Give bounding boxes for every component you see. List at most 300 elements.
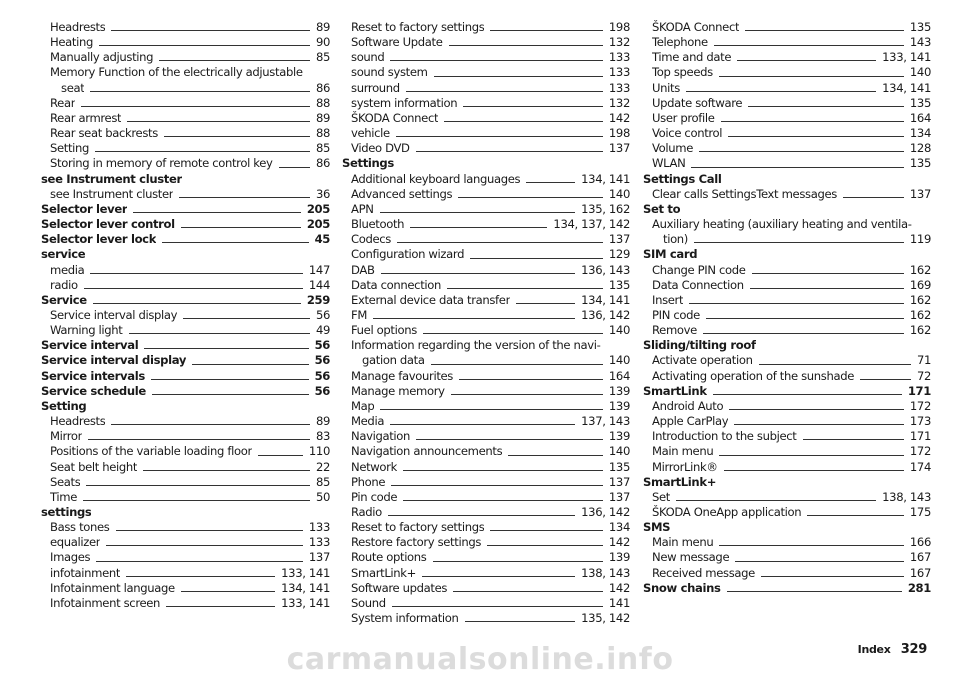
entry-text: Main menu [652, 444, 714, 459]
leader-line [689, 303, 904, 304]
entry-text: settings [41, 505, 92, 519]
entry-page-ref: 172 [909, 398, 931, 413]
entry-text: Configuration wizard [351, 247, 465, 262]
index-heading [41, 247, 330, 262]
entry-page-ref: 174 [909, 459, 931, 474]
index-heading [643, 202, 931, 217]
entry-text: Insert [652, 292, 684, 307]
index-entry [41, 414, 330, 429]
index-entry [342, 414, 630, 429]
index-entry [41, 126, 330, 141]
entry-page-ref: 136, 142 [581, 505, 630, 519]
index-entry [342, 96, 630, 111]
index-entry [342, 429, 630, 444]
entry-text: Service intervals [41, 368, 145, 383]
entry-text: Telephone [652, 35, 708, 50]
index-entry [643, 20, 931, 35]
index-heading [342, 156, 630, 171]
leader-line [458, 197, 603, 198]
leader-line [410, 227, 547, 228]
entry-page-ref: 56 [314, 368, 330, 383]
index-entry [342, 126, 630, 141]
entry-text: infotainment [50, 565, 121, 580]
entry-page-ref: 133 [608, 65, 630, 80]
entry-text: sound system [351, 65, 428, 80]
entry-text: Media [351, 414, 385, 429]
entry-page-ref: 134 [608, 520, 630, 535]
entry-page-ref: 166 [909, 535, 931, 550]
entry-page-ref: 140 [608, 444, 630, 459]
leader-line [451, 394, 603, 395]
entry-text: Main menu [652, 535, 714, 550]
entry-text: Voice control [652, 126, 723, 141]
index-heading [41, 217, 330, 232]
leader-line [181, 591, 275, 592]
entry-page-ref: 119 [909, 232, 931, 247]
entry-page-ref: 142 [608, 535, 630, 550]
index-entry [342, 81, 630, 96]
leader-line [706, 318, 904, 319]
entry-page-ref: 129 [608, 247, 630, 262]
entry-page-ref: 162 [909, 292, 931, 307]
entry-page-ref: 139 [608, 550, 630, 565]
index-entry [643, 323, 931, 338]
entry-text: SMS [643, 520, 671, 535]
leader-line [748, 106, 904, 107]
entry-text: Rear [50, 95, 76, 110]
index-heading [41, 384, 330, 399]
index-entry [41, 535, 330, 550]
index-entry [342, 505, 630, 520]
watermark-text: carmanualsonline.info [286, 642, 674, 677]
entry-page-ref: 162 [909, 307, 931, 322]
leader-line [381, 273, 576, 274]
entry-page-ref: 72 [916, 368, 931, 383]
index-heading [643, 520, 931, 535]
leader-line [93, 303, 301, 304]
leader-line [152, 394, 309, 395]
index-entry [342, 384, 630, 399]
leader-line [526, 182, 575, 183]
entry-text: Volume [652, 141, 694, 156]
entry-page-ref: 133 [308, 520, 330, 535]
leader-line [724, 470, 904, 471]
leader-line [143, 470, 310, 471]
leader-line [403, 500, 603, 501]
index-entry [342, 399, 630, 414]
leader-line [721, 121, 904, 122]
entry-text: Settings [342, 156, 394, 171]
leader-line [403, 470, 603, 471]
entry-text: Positions of the variable loading floor [50, 444, 252, 459]
entry-page-ref: 135 [909, 156, 931, 171]
entry-page-ref: 135, 162 [581, 201, 630, 216]
leader-line [391, 485, 603, 486]
index-entry [643, 535, 931, 550]
index-entry [41, 429, 330, 444]
leader-line [162, 242, 308, 243]
index-heading [41, 505, 330, 520]
leader-line [694, 242, 904, 243]
entry-text: Additional keyboard languages [351, 171, 521, 186]
leader-line [90, 91, 310, 92]
page-number: 329 [900, 642, 927, 657]
entry-page-ref: 137 [608, 474, 630, 489]
entry-page-ref: 137 [608, 489, 630, 504]
entry-text: Android Auto [652, 398, 724, 413]
leader-line [90, 273, 303, 274]
index-entry [342, 323, 630, 338]
leader-line [373, 318, 575, 319]
index-entry [342, 566, 630, 581]
entry-text: Codecs [351, 232, 391, 247]
entry-page-ref: 22 [315, 459, 330, 474]
leader-line [396, 136, 603, 137]
entry-text: Navigation announcements [351, 444, 503, 459]
index-entry [41, 444, 330, 459]
entry-text: SmartLink [643, 383, 707, 398]
entry-text: ŠKODA OneApp application [652, 505, 802, 519]
entry-page-ref: 139 [608, 429, 630, 444]
index-entry [643, 308, 931, 323]
leader-line [459, 379, 603, 380]
entry-text: Sound [351, 595, 386, 610]
leader-line [713, 394, 902, 395]
entry-page-ref: 56 [314, 383, 330, 398]
leader-line [699, 151, 904, 152]
entry-page-ref: 137 [308, 550, 330, 565]
entry-text: Sliding/tilting roof [643, 338, 756, 353]
entry-page-ref: 134, 141 [581, 171, 630, 186]
entry-page-ref: 49 [315, 323, 330, 338]
entry-page-ref: 205 [306, 201, 330, 216]
leader-line [750, 288, 904, 289]
leader-line [433, 561, 603, 562]
entry-text: New message [652, 550, 730, 565]
index-entry [342, 20, 630, 35]
index-entry [342, 50, 630, 65]
index-entry [643, 505, 931, 520]
leader-line [111, 424, 310, 425]
entry-text: Manually adjusting [50, 50, 154, 65]
leader-line [719, 455, 904, 456]
index-entry [41, 111, 330, 126]
entry-page-ref: 198 [608, 20, 630, 34]
leader-line [453, 591, 603, 592]
leader-line [83, 500, 310, 501]
entry-page-ref: 205 [306, 217, 330, 232]
entry-page-ref: 89 [315, 414, 330, 429]
entry-page-ref: 89 [315, 110, 330, 125]
index-entry [643, 111, 931, 126]
leader-line [508, 455, 603, 456]
index-heading [643, 172, 931, 187]
entry-page-ref: 138, 143 [581, 565, 630, 580]
leader-line [111, 30, 310, 31]
entry-text: SmartLink+ [351, 565, 417, 580]
entry-text: Reset to factory settings [351, 520, 485, 535]
leader-line [745, 30, 904, 31]
index-heading [41, 338, 330, 353]
entry-text: Storing in memory of remote control key [50, 156, 273, 171]
index-entry [643, 444, 931, 459]
entry-text: APN [351, 201, 374, 216]
entry-text: Map [351, 398, 375, 413]
leader-line [463, 106, 603, 107]
entry-text: Rear armrest [50, 110, 122, 125]
entry-page-ref: 133 [608, 80, 630, 95]
leader-line [99, 45, 310, 46]
entry-text: Pin code [351, 489, 398, 504]
index-entry [342, 444, 630, 459]
entry-page-ref: 89 [315, 20, 330, 34]
entry-page-ref: 135 [909, 95, 931, 110]
entry-text: Data Connection [652, 277, 744, 292]
leader-line [192, 364, 309, 365]
leader-line [728, 136, 904, 137]
index-entry [342, 520, 630, 535]
index-entry [41, 278, 330, 293]
entry-text: SmartLink+ [643, 474, 717, 489]
leader-line [106, 545, 303, 546]
index-entry [342, 369, 630, 384]
leader-line [860, 379, 911, 380]
entry-page-ref: 135 [608, 459, 630, 474]
entry-page-ref: 138, 143 [882, 489, 931, 504]
index-entry [41, 596, 330, 611]
entry-page-ref: 56 [314, 353, 330, 368]
entry-text: Snow chains [643, 580, 721, 595]
entry-text: Top speeds [652, 65, 713, 80]
index-entry [643, 81, 931, 96]
entry-page-ref: 134, 141 [882, 80, 931, 95]
entry-text: External device data transfer [351, 292, 510, 307]
entry-page-ref: 133 [308, 535, 330, 550]
index-entry [41, 550, 330, 565]
entry-page-ref: 88 [315, 95, 330, 110]
index-entry [643, 96, 931, 111]
entry-text: Rear seat backrests [50, 126, 158, 141]
entry-text: Service schedule [41, 383, 146, 398]
index-entry [342, 338, 630, 353]
entry-page-ref: 147 [308, 262, 330, 277]
leader-line [166, 606, 275, 607]
entry-text: Selector lever control [41, 217, 175, 232]
entry-text: WLAN [652, 156, 686, 171]
entry-text: Selector lever lock [41, 232, 157, 247]
entry-text: Phone [351, 474, 386, 489]
index-entry [342, 35, 630, 50]
entry-page-ref: 175 [909, 505, 931, 519]
index-entry [342, 187, 630, 202]
index-heading [41, 293, 330, 308]
entry-page-ref: 134 [909, 126, 931, 141]
leader-line [727, 591, 902, 592]
index-entry [643, 353, 931, 368]
entry-page-ref: 133, 141 [281, 595, 330, 610]
entry-text: Seats [50, 474, 81, 489]
entry-page-ref: 134, 141 [281, 580, 330, 595]
entry-page-ref: 169 [909, 277, 931, 292]
entry-page-ref: 135 [608, 277, 630, 292]
index-entry [41, 460, 330, 475]
entry-page-ref: 137 [608, 232, 630, 247]
entry-page-ref: 56 [314, 338, 330, 353]
entry-page-ref: 50 [315, 489, 330, 504]
entry-text: Mirror [50, 429, 83, 444]
entry-text: service [41, 247, 86, 262]
index-entry [643, 50, 931, 65]
index-entry [643, 566, 931, 581]
entry-text: Time and date [652, 50, 732, 65]
leader-line [737, 60, 876, 61]
leader-line [431, 364, 603, 365]
leader-line [434, 76, 603, 77]
index-heading [643, 581, 931, 596]
entry-text: Fuel options [351, 323, 417, 338]
index-entry [342, 550, 630, 565]
entry-text: Infotainment language [50, 580, 175, 595]
index-entry [342, 460, 630, 475]
entry-page-ref: 198 [608, 126, 630, 141]
index-column-right [643, 20, 931, 596]
page-footer [858, 642, 927, 657]
index-entry [643, 187, 931, 202]
index-entry [643, 156, 931, 171]
index-entry [342, 308, 630, 323]
index-entry [342, 232, 630, 247]
leader-line [279, 167, 310, 168]
entry-page-ref: 132 [608, 95, 630, 110]
entry-page-ref: 83 [315, 429, 330, 444]
index-entry [342, 202, 630, 217]
index-entry [643, 429, 931, 444]
entry-page-ref: 36 [315, 186, 330, 201]
index-entry [342, 596, 630, 611]
entry-text: seat [61, 80, 85, 95]
entry-text: Images [50, 550, 91, 565]
entry-page-ref: 140 [608, 323, 630, 338]
entry-text: tion) [663, 232, 688, 247]
leader-line [392, 606, 603, 607]
index-entry [643, 217, 931, 232]
entry-page-ref: 136, 143 [581, 262, 630, 277]
index-entry [41, 566, 330, 581]
entry-text: MirrorLink® [652, 459, 718, 474]
entry-text: Advanced settings [351, 186, 453, 201]
leader-line [179, 197, 310, 198]
entry-page-ref: 134, 141 [581, 292, 630, 307]
entry-page-ref: 140 [608, 186, 630, 201]
index-heading [41, 172, 330, 187]
index-entry [342, 535, 630, 550]
leader-line [258, 455, 303, 456]
leader-line [735, 561, 904, 562]
entry-text: Reset to factory settings [351, 20, 485, 34]
index-entry [342, 65, 630, 80]
index-entry [342, 278, 630, 293]
entry-text: Video DVD [351, 141, 410, 156]
index-heading [41, 202, 330, 217]
entry-page-ref: 164 [608, 368, 630, 383]
leader-line [151, 379, 309, 380]
entry-page-ref: 173 [909, 414, 931, 429]
leader-line [422, 576, 575, 577]
leader-line [490, 530, 603, 531]
leader-line [181, 227, 301, 228]
entry-page-ref: 137 [909, 186, 931, 201]
leader-line [84, 288, 303, 289]
leader-line [397, 242, 603, 243]
leader-line [691, 167, 904, 168]
entry-text: see Instrument cluster [50, 186, 174, 201]
leader-line [734, 424, 904, 425]
index-entry [41, 65, 330, 80]
leader-line [380, 409, 602, 410]
entry-text: Manage favourites [351, 368, 453, 383]
entry-text: Memory Function of the electrically adjustable [50, 65, 303, 80]
entry-text: Headrests [50, 414, 106, 429]
entry-text: Bass tones [50, 520, 110, 535]
leader-line [127, 121, 310, 122]
leader-line [95, 151, 310, 152]
entry-text: media [50, 262, 85, 277]
entry-text: Service interval display [41, 353, 187, 368]
entry-text: Set [652, 489, 670, 504]
entry-page-ref: 135 [909, 20, 931, 34]
index-heading [643, 384, 931, 399]
entry-text: Service interval display [50, 307, 178, 322]
index-entry [41, 581, 330, 596]
leader-line [676, 500, 876, 501]
entry-page-ref: 141 [608, 595, 630, 610]
index-entry [342, 611, 630, 626]
leader-line [129, 333, 310, 334]
entry-page-ref: 259 [306, 292, 330, 307]
entry-text: Activate operation [652, 353, 753, 368]
leader-line [470, 258, 603, 259]
entry-page-ref: 142 [608, 580, 630, 595]
entry-text: Software Update [351, 35, 443, 50]
index-heading [643, 338, 931, 353]
entry-page-ref: 136, 142 [581, 307, 630, 322]
entry-page-ref: 140 [909, 65, 931, 80]
index-heading [643, 475, 931, 490]
index-entry [342, 172, 630, 187]
leader-line [487, 545, 603, 546]
entry-text: Software updates [351, 580, 448, 595]
entry-text: radio [50, 277, 78, 292]
entry-text: Route options [351, 550, 427, 565]
entry-page-ref: 85 [315, 474, 330, 489]
leader-line [729, 409, 904, 410]
entry-text: Activating operation of the sunshade [652, 368, 855, 383]
index-column-left [41, 20, 330, 611]
index-entry [41, 20, 330, 35]
leader-line [406, 91, 603, 92]
leader-line [133, 212, 301, 213]
entry-page-ref: 71 [916, 353, 931, 368]
index-entry [342, 247, 630, 262]
entry-text: SIM card [643, 247, 698, 262]
index-entry [643, 550, 931, 565]
entry-page-ref: 144 [308, 277, 330, 292]
leader-line [183, 318, 310, 319]
entry-page-ref: 142 [608, 110, 630, 125]
entry-page-ref: 90 [315, 35, 330, 50]
leader-line [164, 136, 310, 137]
entry-text: see Instrument cluster [41, 171, 182, 186]
